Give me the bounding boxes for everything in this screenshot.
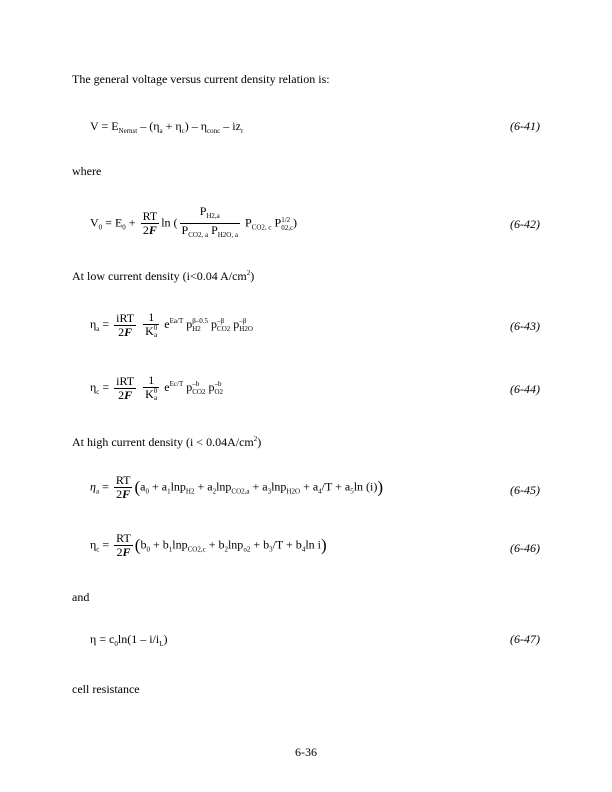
eq44-faraday: F xyxy=(124,387,133,402)
eq41-part1: – (η xyxy=(137,119,160,133)
eq43-p2: p xyxy=(208,316,218,331)
eq45-eta: η xyxy=(90,479,96,494)
eq42-lhs: V xyxy=(90,215,99,230)
eq45-rt-fraction xyxy=(114,474,133,501)
low-current-text: At low current density (i<0.04 A/cm xyxy=(72,269,247,283)
eq42-rparen: ) xyxy=(293,215,298,230)
eq45-a-sub: a xyxy=(95,487,100,496)
eq43-exp: e xyxy=(161,316,170,331)
and-text: and xyxy=(72,590,90,604)
equation-number-6-45: (6-45) xyxy=(510,483,540,497)
eq41-a-sub: a xyxy=(159,127,163,135)
eq43-a-sub: a xyxy=(96,324,100,333)
eq47-rest: ln(1 – i/i xyxy=(117,632,160,646)
eq45-faraday: F xyxy=(122,487,131,501)
eq42-ln: ln xyxy=(161,215,171,230)
eq42-po2-sup: 1/2 xyxy=(281,215,291,224)
eq45-t8: /T + a xyxy=(321,479,351,494)
eq45-ss2: H2 xyxy=(185,487,195,496)
eq45-t4: lnp xyxy=(216,479,232,494)
eq45-t9: ln (i) xyxy=(353,479,378,494)
eq46-eq: = xyxy=(99,537,113,552)
eq43-eta: η xyxy=(90,316,97,331)
eq46-s3: 2 xyxy=(224,545,228,554)
eq42-inner-den xyxy=(180,224,240,242)
eq45-eq: = xyxy=(99,479,112,494)
eq44-k-sup: 0 xyxy=(153,387,158,396)
intro-text: The general voltage versus current density relation is: xyxy=(72,72,330,86)
eq43-f2-den-k: K xyxy=(145,324,154,338)
eq42-inner-num xyxy=(180,205,240,224)
eq41-conc-sub: conc xyxy=(207,127,221,135)
eq46-t3: + b xyxy=(205,537,225,552)
eq43-k-scripts xyxy=(154,325,158,339)
eq43-p2-sub: CO2 xyxy=(217,325,231,334)
eq46-frac-den-num: 2 xyxy=(116,545,123,559)
eq45-s5: 3 xyxy=(267,487,272,496)
eq42-inner-num-p: P xyxy=(199,204,207,218)
eq42-po2-sub: 02,c xyxy=(281,223,294,232)
eq45-rparen: ) xyxy=(377,477,384,497)
eq43-f2-num: 1 xyxy=(143,311,159,325)
eq47-s0: 0 xyxy=(114,640,118,648)
eq44-k-scripts xyxy=(154,388,158,402)
eq43-f1-den xyxy=(114,326,136,339)
eq42-plus: + xyxy=(125,215,139,230)
eq42-rt-fraction xyxy=(141,210,160,237)
eq42-inner-den-sub1: CO2, a xyxy=(188,231,209,239)
eq46-t2: lnp xyxy=(172,537,188,552)
eq46-s5: 3 xyxy=(269,545,273,554)
eq46-frac-den xyxy=(114,546,133,559)
eq45-s0: 0 xyxy=(145,487,149,496)
eq46-t6: /T + b xyxy=(272,537,302,552)
eq44-eta: η xyxy=(90,379,97,394)
low-current-heading xyxy=(72,266,254,283)
eq46-ss4: o2 xyxy=(243,545,251,554)
eq42-pco: P xyxy=(241,215,252,230)
equation-6-45 xyxy=(90,474,383,501)
eq47-sL: L xyxy=(159,640,164,648)
equation-6-44 xyxy=(90,374,223,402)
eq43-f2-den xyxy=(143,325,159,339)
eq43-exp-sup: Ea/T xyxy=(169,316,184,325)
eq45-t5: + a xyxy=(249,479,268,494)
eq44-f1-den xyxy=(114,389,136,402)
equation-number-6-44: (6-44) xyxy=(510,382,540,396)
low-current-close: ) xyxy=(250,269,255,283)
eq44-f1-num: iRT xyxy=(116,373,135,388)
eq44-p1-sup: –b xyxy=(192,380,200,389)
eq43-f1-den-num: 2 xyxy=(118,324,125,339)
eq44-k-sub: a xyxy=(153,394,158,403)
eq44-f2-num: 1 xyxy=(143,374,159,388)
equation-6-42 xyxy=(90,205,297,242)
eq45-s3: 2 xyxy=(212,487,217,496)
eq43-eq: = xyxy=(99,316,113,331)
cell-resistance-text: cell resistance xyxy=(72,682,140,696)
eq41-lhs: V = E xyxy=(90,119,119,133)
eq44-p1-scripts xyxy=(192,380,205,396)
eq44-eq: = xyxy=(99,379,113,394)
eq42-lparen: ( xyxy=(173,215,178,230)
eq46-t5: + b xyxy=(250,537,270,552)
eq41-c-sub: c xyxy=(181,127,185,135)
eq45-t3: + a xyxy=(194,479,213,494)
eq45-lparen: ( xyxy=(134,477,141,497)
eq46-rt-fraction xyxy=(114,532,133,559)
equation-number-6-47: (6-47) xyxy=(510,632,540,646)
eq43-f1-num: iRT xyxy=(116,310,135,325)
eq44-p2-scripts xyxy=(214,380,223,396)
eq43-p3: p xyxy=(230,316,240,331)
eq42-frac-num: RT xyxy=(142,209,158,223)
eq43-p2-scripts xyxy=(217,317,230,333)
eq41-part2: ) – η xyxy=(184,119,208,133)
eq45-s8: 5 xyxy=(350,487,354,496)
eq43-p1: p xyxy=(183,316,193,331)
eq46-eta: η xyxy=(90,537,97,552)
eq42-pressure-fraction xyxy=(180,205,240,242)
equation-6-41 xyxy=(90,119,243,135)
eq44-p2-sub: O2 xyxy=(214,388,224,397)
eq42-zero-sub: 0 xyxy=(98,223,103,232)
eq45-t1: + a xyxy=(148,479,168,494)
eq43-p1-scripts xyxy=(192,317,208,333)
eq43-p3-sub: H2O xyxy=(239,325,253,334)
eq44-p1-sub: CO2 xyxy=(192,388,206,397)
eq41-nernst-sub: Nernst xyxy=(118,127,138,135)
eq46-lparen: ( xyxy=(134,535,141,555)
eq46-rparen: ) xyxy=(320,535,327,555)
eq46-t7: ln i xyxy=(305,537,321,552)
eq45-frac-num: RT xyxy=(115,473,131,487)
equation-number-6-46: (6-46) xyxy=(510,541,540,555)
high-current-sup: 2 xyxy=(253,435,258,443)
eq44-p2-sup: –b xyxy=(214,380,222,389)
eq42-po2-scripts xyxy=(281,216,293,232)
eq42-inner-den-sub2: H2O, a xyxy=(217,231,238,239)
eq44-k-fraction xyxy=(143,374,159,402)
eq44-irt-fraction xyxy=(114,375,136,402)
eq44-c-sub: c xyxy=(96,387,100,396)
eq45-t6: lnp xyxy=(271,479,287,494)
eq46-frac-num: RT xyxy=(116,531,131,545)
equation-6-47 xyxy=(90,632,168,648)
equation-number-6-42: (6-42) xyxy=(510,217,540,231)
eq43-p1-sup: β–0.5 xyxy=(192,317,209,326)
high-current-close: ) xyxy=(257,435,262,449)
eq43-p3-scripts xyxy=(239,317,253,333)
eq45-ss6: H2O xyxy=(286,487,301,496)
eq45-t2: lnp xyxy=(170,479,186,494)
eq46-s1: 1 xyxy=(168,545,173,554)
eq46-c-sub: c xyxy=(96,545,100,554)
where-text: where xyxy=(72,164,102,178)
eq41-r-sub: r xyxy=(240,127,244,135)
eq45-frac-den xyxy=(114,488,133,501)
equation-6-43 xyxy=(90,311,253,339)
eq44-f1-den-num: 2 xyxy=(118,387,125,402)
eq45-ss4: CO2,a xyxy=(231,487,250,496)
eq42-inner-den-p2: P xyxy=(208,223,218,237)
eq44-f2-den-k: K xyxy=(145,387,154,401)
eq43-p2-sup: –β xyxy=(217,317,225,326)
eq42-frac-den-num: 2 xyxy=(142,223,149,237)
low-current-sup: 2 xyxy=(246,269,251,277)
eq46-s6: 4 xyxy=(301,545,306,554)
eq44-f2-den xyxy=(143,388,159,402)
eq43-k-sup: 0 xyxy=(153,324,158,333)
eq46-faraday: F xyxy=(122,545,131,559)
eq43-p1-sub: H2 xyxy=(192,325,201,334)
eq45-frac-den-num: 2 xyxy=(116,487,123,501)
eq43-faraday: F xyxy=(124,324,133,339)
eq45-t7: + a xyxy=(300,479,319,494)
eq42-zero-sub2: 0 xyxy=(122,223,126,232)
eq42-po2: P xyxy=(271,215,282,230)
eq44-p1: p xyxy=(183,379,193,394)
eq46-t1: + b xyxy=(149,537,169,552)
eq45-s7: 4 xyxy=(318,487,322,496)
eq46-b0: b xyxy=(140,537,147,552)
eq44-exp: e xyxy=(161,379,170,394)
eq46-t4: lnp xyxy=(227,537,244,552)
eq43-irt-fraction xyxy=(114,312,136,339)
high-current-heading xyxy=(72,432,261,449)
page-number: 6-36 xyxy=(295,745,317,759)
eq42-faraday: F xyxy=(148,223,157,237)
eq43-p3-sup: –β xyxy=(239,317,247,326)
eq45-s1: 1 xyxy=(167,487,171,496)
eq46-ss2: CO2,c xyxy=(187,545,206,554)
eq45-a0: a xyxy=(140,479,146,494)
eq42-inner-den-p: P xyxy=(181,223,189,237)
equation-6-46 xyxy=(90,532,327,559)
eq41-part3: – iz xyxy=(220,119,241,133)
eq41-plus: + η xyxy=(162,119,182,133)
eq42-frac-den xyxy=(141,224,160,237)
eq42-eq: = E xyxy=(102,215,123,230)
eq47-close: ) xyxy=(163,632,168,646)
eq46-s0: 0 xyxy=(146,545,150,554)
equation-number-6-43: (6-43) xyxy=(510,319,540,333)
eq42-inner-num-sub: H2,a xyxy=(206,212,220,220)
eq47-body: η = c xyxy=(90,632,115,646)
equation-number-6-41: (6-41) xyxy=(510,119,540,133)
eq44-p2: p xyxy=(205,379,215,394)
eq43-k-sub: a xyxy=(153,331,158,340)
eq43-k-fraction xyxy=(143,311,159,339)
eq42-pco-sub: CO2, c xyxy=(251,223,272,232)
eq44-exp-sup: Ec/T xyxy=(169,379,184,388)
high-current-text: At high current density (i < 0.04A/cm xyxy=(72,435,254,449)
